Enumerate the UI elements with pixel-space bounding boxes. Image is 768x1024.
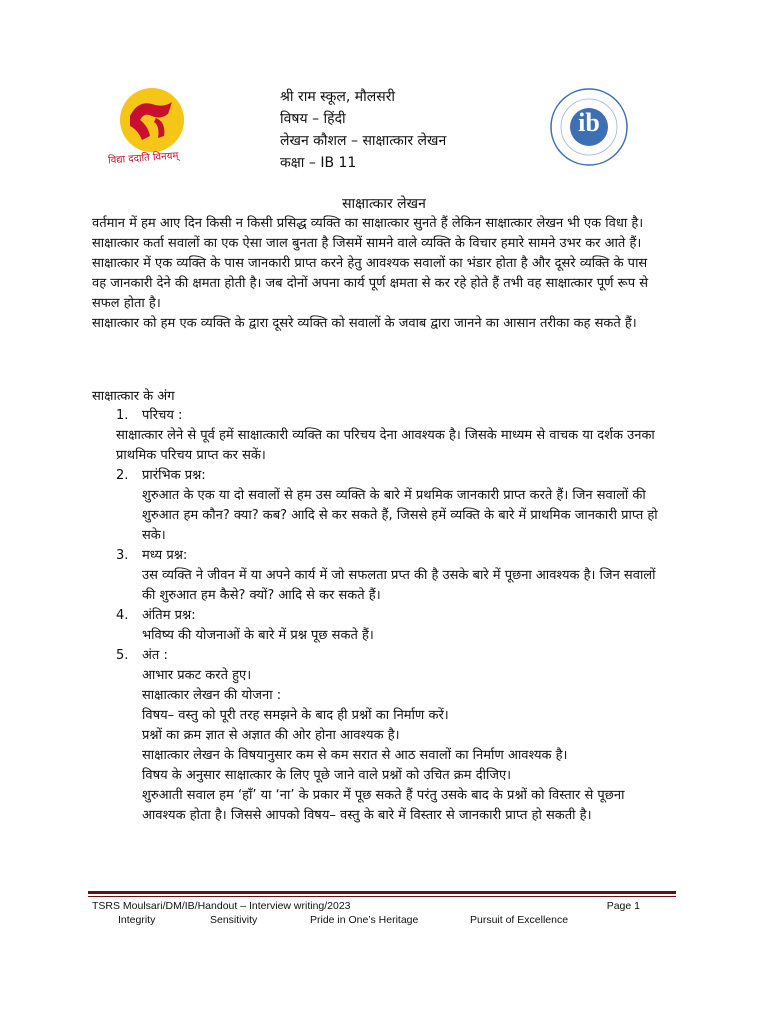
item-number: 2.: [116, 468, 129, 483]
item-heading: प्रारंभिक प्रश्न:: [142, 468, 206, 483]
intro-paragraph: साक्षात्कार को हम एक व्यक्ति के द्वारा दूसरे व्यक्ति को सवालों के जवाब द्वारा जानने का आसान तरीका कह सकते हैं।: [92, 316, 637, 331]
item-text: आभार प्रकट करते हुए।: [142, 668, 252, 683]
page-number: Page 1: [606, 900, 640, 912]
item-text: विषय– वस्तु को पूरी तरह समझने के बाद ही प्रश्नों का निर्माण करें।: [142, 708, 449, 723]
item-text: शुरुआत के एक या दो सवालों से हम उस व्यक्ति के बारे में प्रथमिक जानकारी प्राप्त करते हैं। जिन सवालों की शुरुआत हम कौन? क्या? कब? आदि से कर सकते हैं, जिससे हमें व्यक्ति के बारे में प्राथमिक जानकारी प्राप्त हो सके।: [142, 488, 658, 543]
item-text: शुरुआती सवाल हम ‘हाँ’ या ‘ना’ के प्रकार में पूछ सकते हैं परंतु उसके बाद के प्रश्नों को विस्तार से पूछना आवश्यक होता है। जिससे आपको विषय– वस्तु के बारे में विस्तार से जानकारी प्राप्त हो सकती है।: [142, 788, 625, 823]
school-name: श्री राम स्कूल, मौलसरी: [280, 89, 396, 105]
list-item: [116, 546, 664, 606]
section-heading: साक्षात्कार के अंग: [92, 389, 175, 404]
footer-value: Pride in One’s Heritage: [310, 914, 419, 926]
ib-letters: ib: [578, 108, 600, 137]
item-number: 3.: [116, 548, 129, 563]
footer-reference: TSRS Moulsari/DM/IB/Handout – Interview writing/2023: [92, 900, 351, 912]
footer-value: Sensitivity: [210, 914, 258, 926]
school-motto: विद्या ददाति विनयम्: [107, 150, 179, 167]
subject-line: विषय – हिंदी: [280, 111, 346, 127]
intro-section: [92, 214, 664, 334]
list-item: [116, 606, 664, 646]
item-text: साक्षात्कार लेखन के विषयानुसार कम से कम सरात से आठ सवालों का निर्माण आवश्यक है।: [142, 748, 568, 763]
topic-line: लेखन कौशल – साक्षात्कार लेखन: [280, 133, 447, 149]
parts-list: [116, 406, 664, 826]
list-item: [116, 466, 664, 546]
item-heading: अंतिम प्रश्न:: [142, 608, 196, 623]
intro-paragraph: वर्तमान में हम आए दिन किसी न किसी प्रसिद्ध व्यक्ति का साक्षात्कार सुनते हैं लेकिन साक्षात्कार लेखन भी एक विधा है। साक्षात्कार कर्ता सवालों का एक ऐसा जाल बुनता है जिसमें सामने वाले व्यक्ति के विचार हमारे सामने उभर कर आते हैं।: [92, 216, 644, 251]
footer-divider: [88, 891, 676, 894]
school-logo: [102, 86, 198, 166]
footer-divider: [88, 896, 676, 897]
item-number: 5.: [116, 648, 129, 663]
item-number: 1.: [116, 408, 129, 423]
item-text: साक्षात्कार लेखन की योजना :: [142, 688, 282, 703]
item-heading: मध्य प्रश्न:: [142, 548, 188, 563]
item-text: भविष्य की योजनाओं के बारे में प्रश्न पूछ सकते हैं।: [142, 628, 374, 643]
item-text: साक्षात्कार लेने से पूर्व हमें साक्षात्कारी व्यक्ति का परिचय देना आवश्यक है। जिसके माध्यम से वाचक या दर्शक उनका प्राथमिक परिचय प्राप्त कर सकें।: [116, 428, 655, 463]
class-line: कक्षा – IB 11: [280, 155, 357, 171]
intro-paragraph: साक्षात्कार में एक व्यक्ति के पास जानकारी प्राप्त करने हेतु आवश्यक सवालों का भंडार होता है और दूसरे व्यक्ति के पास वह जानकारी देने की क्षमता होती है। जब दोनों अपना कार्य पूर्ण क्षमता से कर रहे होते हैं तभी वह साक्षात्कार पूर्ण रूप से सफल होता है।: [92, 256, 649, 311]
item-heading: अंत :: [142, 648, 168, 663]
footer: [92, 900, 640, 926]
footer-value: Integrity: [118, 914, 156, 926]
item-text: प्रश्नों का क्रम ज्ञात से अज्ञात की ओर होना आवश्यक है।: [142, 728, 400, 743]
header-block: [280, 86, 446, 174]
list-item: [116, 646, 664, 826]
item-number: 4.: [116, 608, 129, 623]
ib-logo: [548, 86, 630, 168]
list-item: [116, 406, 664, 466]
item-text: विषय के अनुसार साक्षात्कार के लिए पूछे जाने वाले प्रश्नों को उचित क्रम दीजिए।: [142, 768, 512, 783]
footer-value: Pursuit of Excellence: [470, 914, 569, 926]
item-heading: परिचय :: [142, 408, 183, 423]
document-title: साक्षात्कार लेखन: [342, 196, 426, 212]
item-text: उस व्यक्ति ने जीवन में या अपने कार्य में जो सफलता प्रप्त की है उसके बारे में पूछना आवश्यक है। जिन सवालों की शुरुआत हम कैसे? क्यों? आदि से कर सकते हैं।: [142, 568, 656, 603]
